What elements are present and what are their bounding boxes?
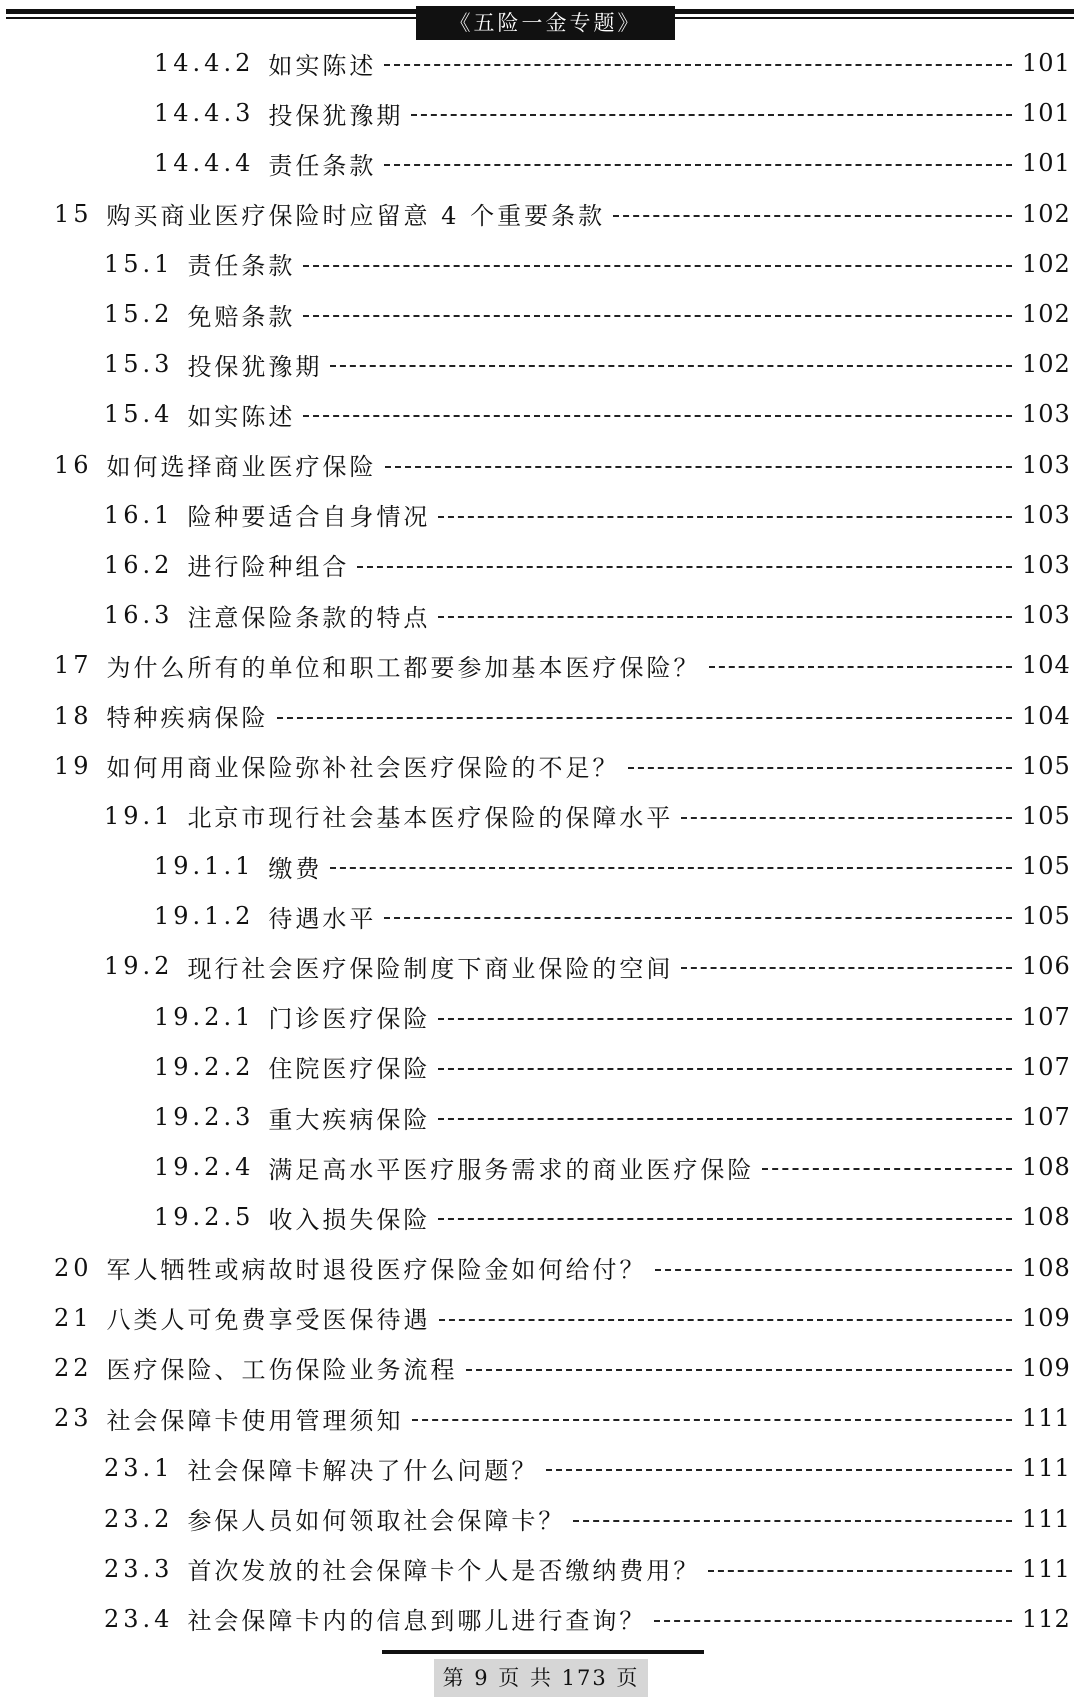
toc-entry[interactable] (0, 1192, 1080, 1242)
toc-entry-title: 注意保险条款的特点 (187, 603, 431, 632)
toc-entry-page: 111 (1022, 1554, 1071, 1583)
toc-entry-number: 19 (54, 751, 93, 780)
toc-dot-leader (709, 666, 1012, 668)
toc-entry-page: 101 (1022, 99, 1071, 128)
toc-entry-page: 104 (1022, 701, 1071, 730)
toc-entry-page: 103 (1022, 450, 1071, 479)
toc-dot-leader (277, 717, 1012, 719)
toc-entry-page: 103 (1022, 500, 1071, 529)
toc-dot-leader (655, 1269, 1012, 1271)
toc-entry-page: 108 (1022, 1253, 1071, 1282)
toc-entry-title: 社会保障卡内的信息到哪儿进行查询？ (187, 1607, 647, 1636)
toc-entry-title: 八类人可免费享受医保待遇 (106, 1306, 431, 1335)
toc-entry-number: 23.3 (104, 1554, 174, 1583)
toc-entry[interactable] (0, 38, 1080, 88)
toc-entry-title: 进行险种组合 (187, 553, 350, 582)
toc-dot-leader (681, 967, 1012, 969)
toc-entry-number: 22 (54, 1353, 93, 1382)
toc-entry-title: 待遇水平 (268, 904, 377, 933)
toc-dot-leader (357, 566, 1012, 568)
toc-entry[interactable] (0, 891, 1080, 941)
toc-entry-number: 19.1.2 (154, 902, 255, 931)
toc-entry-title: 满足高水平医疗服务需求的商业医疗保险 (268, 1155, 755, 1184)
footer-rule (382, 1650, 704, 1654)
toc-entry-page: 109 (1022, 1353, 1071, 1382)
toc-entry[interactable] (0, 1042, 1080, 1092)
toc-entry-title: 险种要适合自身情况 (187, 503, 431, 532)
toc-entry-page: 111 (1022, 1504, 1071, 1533)
toc-entry-number: 19.2.3 (154, 1103, 255, 1132)
toc-dot-leader (762, 1168, 1012, 1170)
toc-entry-page: 105 (1022, 801, 1071, 830)
toc-entry-page: 105 (1022, 852, 1071, 881)
toc-dot-leader (384, 917, 1012, 919)
toc-entry-number: 19.1.1 (154, 852, 255, 881)
toc-entry-title: 投保犹豫期 (187, 352, 323, 381)
toc-entry-title: 收入损失保险 (268, 1205, 431, 1234)
toc-entry[interactable] (0, 189, 1080, 239)
toc-entry-title: 为什么所有的单位和职工都要参加基本医疗保险？ (106, 653, 701, 682)
toc-dot-leader (411, 114, 1012, 116)
toc-entry-page: 103 (1022, 550, 1071, 579)
toc-entry-title: 现行社会医疗保险制度下商业保险的空间 (187, 954, 674, 983)
toc-entry-number: 17 (54, 651, 93, 680)
toc-entry-page: 107 (1022, 1052, 1071, 1081)
toc-entry-page: 111 (1022, 1454, 1071, 1483)
toc-entry[interactable] (0, 791, 1080, 841)
toc-entry[interactable] (0, 1092, 1080, 1142)
toc-dot-leader (303, 315, 1012, 317)
toc-entry[interactable] (0, 690, 1080, 740)
toc-entry-title: 门诊医疗保险 (268, 1005, 431, 1034)
toc-entry[interactable] (0, 138, 1080, 188)
toc-entry-title: 首次发放的社会保障卡个人是否缴纳费用？ (187, 1557, 701, 1586)
toc-dot-leader (385, 466, 1012, 468)
toc-entry-page: 105 (1022, 902, 1071, 931)
toc-entry-number: 14.4.4 (154, 149, 255, 178)
toc-dot-leader (384, 164, 1012, 166)
toc-entry-page: 109 (1022, 1303, 1071, 1332)
table-of-contents (0, 38, 1080, 1644)
toc-dot-leader (546, 1469, 1012, 1471)
toc-entry-page: 101 (1022, 149, 1071, 178)
toc-entry[interactable] (0, 1142, 1080, 1192)
toc-entry-page: 107 (1022, 1103, 1071, 1132)
toc-entry-number: 15.2 (104, 300, 174, 329)
toc-entry[interactable] (0, 389, 1080, 439)
toc-entry-number: 19.2.5 (154, 1203, 255, 1232)
toc-entry-number: 23.2 (104, 1504, 174, 1533)
toc-entry-title: 如何选择商业医疗保险 (106, 453, 377, 482)
toc-entry-number: 15.4 (104, 400, 174, 429)
toc-entry-number: 16.1 (104, 500, 174, 529)
toc-entry-number: 16 (54, 450, 93, 479)
toc-entry-title: 缴费 (268, 854, 323, 883)
toc-entry-number: 19.2 (104, 952, 174, 981)
toc-entry[interactable] (0, 992, 1080, 1042)
toc-entry-number: 19.2.1 (154, 1002, 255, 1031)
toc-entry-title: 医疗保险、工伤保险业务流程 (106, 1356, 458, 1385)
toc-entry-page: 102 (1022, 249, 1071, 278)
toc-entry-page: 108 (1022, 1203, 1071, 1232)
toc-entry-number: 19.2.2 (154, 1052, 255, 1081)
toc-entry-page: 102 (1022, 350, 1071, 379)
toc-entry[interactable] (0, 1493, 1080, 1543)
toc-dot-leader (438, 1018, 1012, 1020)
toc-entry[interactable] (0, 741, 1080, 791)
toc-entry[interactable] (0, 1243, 1080, 1293)
toc-entry[interactable] (0, 88, 1080, 138)
toc-entry-title: 特种疾病保险 (106, 704, 269, 733)
toc-entry-number: 15.3 (104, 350, 174, 379)
toc-entry-title: 责任条款 (187, 252, 296, 281)
toc-entry-title: 如实陈述 (187, 402, 296, 431)
toc-dot-leader (330, 365, 1012, 367)
toc-dot-leader (303, 415, 1012, 417)
toc-entry-number: 15.1 (104, 249, 174, 278)
toc-entry[interactable] (0, 440, 1080, 490)
footer-page-label: 第 9 页 共 173 页 (434, 1659, 648, 1697)
toc-entry-number: 14.4.3 (154, 99, 255, 128)
toc-dot-leader (412, 1419, 1012, 1421)
toc-entry-title: 如实陈述 (268, 51, 377, 80)
toc-entry-page: 101 (1022, 49, 1071, 78)
toc-entry-page: 106 (1022, 952, 1071, 981)
toc-entry-page: 103 (1022, 400, 1071, 429)
toc-entry[interactable] (0, 239, 1080, 289)
toc-entry-page: 105 (1022, 751, 1071, 780)
toc-entry-number: 18 (54, 701, 93, 730)
toc-entry-number: 20 (54, 1253, 93, 1282)
toc-entry[interactable] (0, 1544, 1080, 1594)
toc-entry[interactable] (0, 339, 1080, 389)
toc-entry-number: 23 (54, 1404, 93, 1433)
toc-entry-number: 15 (54, 199, 93, 228)
toc-entry-page: 102 (1022, 300, 1071, 329)
toc-entry-title: 免赔条款 (187, 302, 296, 331)
toc-dot-leader (438, 516, 1012, 518)
toc-entry-title: 社会保障卡解决了什么问题？ (187, 1456, 539, 1485)
toc-entry-title: 责任条款 (268, 151, 377, 180)
toc-entry-page: 104 (1022, 651, 1071, 680)
header-title: 《五险一金专题》 (416, 6, 675, 40)
toc-entry[interactable] (0, 590, 1080, 640)
toc-entry-page: 107 (1022, 1002, 1071, 1031)
toc-dot-leader (438, 1068, 1012, 1070)
toc-entry-title: 重大疾病保险 (268, 1105, 431, 1134)
toc-entry-number: 19.2.4 (154, 1153, 255, 1182)
toc-dot-leader (681, 817, 1012, 819)
toc-entry-page: 102 (1022, 199, 1071, 228)
toc-entry-number: 21 (54, 1303, 93, 1332)
toc-entry-title: 参保人员如何领取社会保障卡？ (187, 1507, 566, 1536)
toc-entry[interactable] (0, 640, 1080, 690)
toc-entry[interactable] (0, 1594, 1080, 1644)
toc-entry[interactable] (0, 1443, 1080, 1493)
toc-entry-number: 23.1 (104, 1454, 174, 1483)
toc-entry-page: 103 (1022, 601, 1071, 630)
toc-dot-leader (708, 1570, 1012, 1572)
toc-entry[interactable] (0, 540, 1080, 590)
toc-dot-leader (303, 265, 1012, 267)
toc-entry-page: 112 (1022, 1604, 1071, 1633)
toc-dot-leader (438, 1218, 1012, 1220)
toc-entry[interactable] (0, 490, 1080, 540)
toc-entry-number: 14.4.2 (154, 49, 255, 78)
toc-entry[interactable] (0, 1343, 1080, 1393)
toc-dot-leader (654, 1620, 1012, 1622)
toc-entry-title: 北京市现行社会基本医疗保险的保障水平 (187, 804, 674, 833)
toc-entry-title: 购买商业医疗保险时应留意 4 个重要条款 (106, 202, 606, 231)
toc-entry-number: 16.2 (104, 550, 174, 579)
toc-entry-title: 军人牺牲或病故时退役医疗保险金如何给付？ (106, 1256, 647, 1285)
toc-entry[interactable] (0, 289, 1080, 339)
toc-entry-number: 19.1 (104, 801, 174, 830)
toc-dot-leader (438, 616, 1012, 618)
toc-entry-page: 108 (1022, 1153, 1071, 1182)
toc-dot-leader (439, 1319, 1012, 1321)
toc-dot-leader (573, 1520, 1012, 1522)
toc-entry[interactable] (0, 1393, 1080, 1443)
toc-entry-number: 23.4 (104, 1604, 174, 1633)
toc-entry-title: 如何用商业保险弥补社会医疗保险的不足？ (106, 754, 620, 783)
toc-dot-leader (628, 767, 1012, 769)
toc-entry-number: 16.3 (104, 601, 174, 630)
toc-entry-title: 住院医疗保险 (268, 1055, 431, 1084)
toc-entry[interactable] (0, 941, 1080, 991)
toc-entry-title: 投保犹豫期 (268, 101, 404, 130)
toc-dot-leader (438, 1118, 1012, 1120)
toc-dot-leader (384, 64, 1012, 66)
toc-entry[interactable] (0, 1293, 1080, 1343)
toc-dot-leader (613, 215, 1012, 217)
toc-entry-title: 社会保障卡使用管理须知 (106, 1406, 404, 1435)
toc-entry[interactable] (0, 841, 1080, 891)
toc-dot-leader (466, 1369, 1012, 1371)
toc-dot-leader (330, 867, 1012, 869)
toc-entry-page: 111 (1022, 1404, 1071, 1433)
